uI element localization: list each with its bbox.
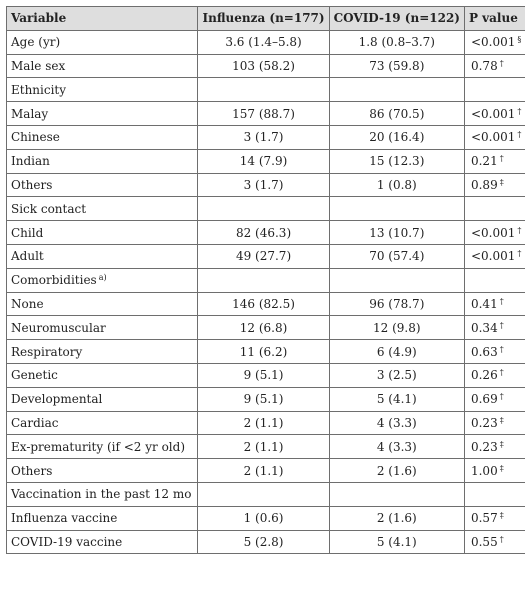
influenza-cell: 2 (1.1): [198, 411, 329, 435]
p-value-footnote: †: [499, 58, 504, 68]
table-row: [7, 102, 525, 126]
variable-label: Indian: [11, 154, 50, 169]
influenza-cell: 14 (7.9): [198, 149, 329, 173]
p-value: 0.78: [470, 58, 498, 73]
influenza-cell: 146 (82.5): [198, 292, 329, 316]
variable-label: Ex-prematurity (if <2 yr old): [11, 439, 185, 454]
covid-cell: 4 (3.3): [329, 435, 464, 459]
table-row: [7, 387, 525, 411]
table-row: [7, 244, 525, 268]
p-value-footnote: ‡: [499, 463, 504, 473]
variable-label: Ethnicity: [11, 82, 67, 97]
table-row: [7, 125, 525, 149]
p-value-cell: [464, 387, 525, 411]
header-covid: COVID-19 (n=122): [329, 7, 464, 31]
covid-cell: 12 (9.8): [329, 316, 464, 340]
variable-label: Vaccination in the past 12 mo: [11, 487, 192, 502]
influenza-cell: 3 (1.7): [198, 173, 329, 197]
influenza-cell: 11 (6.2): [198, 340, 329, 364]
comparison-table: [6, 6, 525, 554]
variable-cell: [7, 125, 198, 149]
variable-cell: [7, 482, 198, 506]
table-row: [7, 197, 525, 221]
covid-cell: 4 (3.3): [329, 411, 464, 435]
variable-cell: [7, 340, 198, 364]
p-value-footnote: †: [517, 130, 522, 140]
variable-cell: [7, 221, 198, 245]
covid-cell: 73 (59.8): [329, 54, 464, 78]
p-value: 1.00: [470, 463, 498, 478]
variable-cell: [7, 149, 198, 173]
variable-label: Others: [11, 177, 53, 192]
p-value-cell: [464, 149, 525, 173]
p-value-cell: [464, 54, 525, 78]
variable-cell: [7, 363, 198, 387]
covid-cell: [329, 482, 464, 506]
p-value-cell: [464, 78, 525, 102]
influenza-cell: 2 (1.1): [198, 459, 329, 483]
p-value: <0.001: [470, 225, 516, 240]
influenza-cell: [198, 268, 329, 292]
covid-cell: 13 (10.7): [329, 221, 464, 245]
variable-cell: [7, 292, 198, 316]
covid-cell: 1 (0.8): [329, 173, 464, 197]
p-value-footnote: †: [499, 534, 504, 544]
p-value-cell: [464, 197, 525, 221]
table-row: [7, 459, 525, 483]
variable-cell: [7, 459, 198, 483]
p-value-footnote: †: [517, 225, 522, 235]
table-row: [7, 340, 525, 364]
influenza-cell: 49 (27.7): [198, 244, 329, 268]
p-value-footnote: †: [499, 368, 504, 378]
variable-cell: [7, 54, 198, 78]
p-value-footnote: ‡: [499, 511, 504, 521]
variable-cell: [7, 387, 198, 411]
variable-label: Adult: [11, 249, 44, 264]
header-influenza: Influenza (n=177): [198, 7, 329, 31]
influenza-cell: 12 (6.8): [198, 316, 329, 340]
variable-label: Respiratory: [11, 344, 83, 359]
variable-label: Comorbidities: [11, 273, 97, 288]
influenza-cell: 103 (58.2): [198, 54, 329, 78]
p-value: <0.001: [470, 130, 516, 145]
variable-label: None: [11, 296, 44, 311]
p-value-cell: [464, 363, 525, 387]
covid-cell: [329, 268, 464, 292]
covid-cell: 20 (16.4): [329, 125, 464, 149]
p-value-cell: [464, 244, 525, 268]
p-value-footnote: †: [499, 154, 504, 164]
variable-cell: [7, 411, 198, 435]
variable-cell: [7, 244, 198, 268]
influenza-cell: [198, 78, 329, 102]
table-row: [7, 411, 525, 435]
covid-cell: 3 (2.5): [329, 363, 464, 387]
variable-label: Cardiac: [11, 415, 59, 430]
p-value-cell: [464, 411, 525, 435]
p-value-footnote: §: [517, 35, 522, 45]
variable-cell: [7, 173, 198, 197]
table-row: [7, 530, 525, 554]
influenza-cell: 9 (5.1): [198, 363, 329, 387]
variable-cell: [7, 530, 198, 554]
variable-label: Neuromuscular: [11, 320, 106, 335]
variable-label: Developmental: [11, 392, 103, 407]
p-value-footnote: ‡: [499, 177, 504, 187]
table-row: [7, 363, 525, 387]
p-value: 0.26: [470, 368, 498, 383]
p-value-cell: [464, 316, 525, 340]
variable-label: Age (yr): [11, 35, 61, 50]
header-variable: Variable: [7, 7, 198, 31]
p-value: 0.69: [470, 392, 498, 407]
covid-cell: 6 (4.9): [329, 340, 464, 364]
variable-label: Malay: [11, 106, 49, 121]
covid-cell: 86 (70.5): [329, 102, 464, 126]
influenza-cell: 5 (2.8): [198, 530, 329, 554]
influenza-cell: 9 (5.1): [198, 387, 329, 411]
p-value-footnote: †: [499, 344, 504, 354]
p-value: 0.55: [470, 534, 498, 549]
p-value-cell: [464, 102, 525, 126]
table-row: [7, 78, 525, 102]
covid-cell: 5 (4.1): [329, 530, 464, 554]
p-value: <0.001: [470, 249, 516, 264]
covid-cell: 70 (57.4): [329, 244, 464, 268]
p-value: 0.34: [470, 320, 498, 335]
p-value-cell: [464, 173, 525, 197]
covid-cell: 5 (4.1): [329, 387, 464, 411]
variable-cell: [7, 102, 198, 126]
variable-label: Chinese: [11, 130, 60, 145]
table-row: [7, 221, 525, 245]
table-row: [7, 482, 525, 506]
influenza-cell: [198, 197, 329, 221]
variable-label: Male sex: [11, 58, 66, 73]
p-value-cell: [464, 435, 525, 459]
p-value: 0.41: [470, 296, 498, 311]
variable-cell: [7, 268, 198, 292]
variable-cell: [7, 197, 198, 221]
variable-label: Child: [11, 225, 44, 240]
p-value-cell: [464, 125, 525, 149]
p-value: 0.23: [470, 415, 498, 430]
p-value-footnote: †: [499, 392, 504, 402]
table-row: [7, 149, 525, 173]
variable-label: COVID-19 vaccine: [11, 534, 123, 549]
p-value-cell: [464, 530, 525, 554]
table-row: [7, 30, 525, 54]
table-container: [6, 6, 525, 554]
influenza-cell: 3.6 (1.4–5.8): [198, 30, 329, 54]
influenza-cell: 157 (88.7): [198, 102, 329, 126]
influenza-cell: [198, 482, 329, 506]
table-row: [7, 316, 525, 340]
p-value: 0.89: [470, 177, 498, 192]
p-value-cell: [464, 292, 525, 316]
variable-label: Genetic: [11, 368, 58, 383]
p-value: 0.23: [470, 439, 498, 454]
covid-cell: [329, 78, 464, 102]
influenza-cell: 3 (1.7): [198, 125, 329, 149]
p-value: <0.001: [470, 106, 516, 121]
p-value-cell: [464, 268, 525, 292]
covid-cell: 1.8 (0.8–3.7): [329, 30, 464, 54]
p-value-footnote: ‡: [499, 439, 504, 449]
table-row: [7, 292, 525, 316]
table-body: [7, 30, 525, 554]
influenza-cell: 1 (0.6): [198, 506, 329, 530]
covid-cell: [329, 197, 464, 221]
influenza-cell: 2 (1.1): [198, 435, 329, 459]
variable-label: Influenza vaccine: [11, 511, 118, 526]
p-value-cell: [464, 506, 525, 530]
table-row: [7, 506, 525, 530]
p-value-footnote: ‡: [499, 415, 504, 425]
variable-label: Others: [11, 463, 53, 478]
influenza-cell: 82 (46.3): [198, 221, 329, 245]
p-value: 0.63: [470, 344, 498, 359]
p-value-cell: [464, 30, 525, 54]
p-value: 0.21: [470, 154, 498, 169]
variable-label: Sick contact: [11, 201, 87, 216]
p-value-footnote: †: [517, 106, 522, 116]
p-value: 0.57: [470, 511, 498, 526]
variable-cell: [7, 435, 198, 459]
variable-cell: [7, 78, 198, 102]
p-value-cell: [464, 459, 525, 483]
table-row: [7, 54, 525, 78]
p-value-cell: [464, 340, 525, 364]
p-value-cell: [464, 221, 525, 245]
p-value-cell: [464, 482, 525, 506]
p-value: <0.001: [470, 35, 516, 50]
p-value-footnote: †: [499, 320, 504, 330]
covid-cell: 15 (12.3): [329, 149, 464, 173]
covid-cell: 2 (1.6): [329, 506, 464, 530]
variable-cell: [7, 316, 198, 340]
variable-cell: [7, 506, 198, 530]
variable-footnote: a): [98, 273, 107, 283]
covid-cell: 96 (78.7): [329, 292, 464, 316]
table-row: [7, 268, 525, 292]
p-value-footnote: †: [517, 249, 522, 259]
table-row: [7, 173, 525, 197]
covid-cell: 2 (1.6): [329, 459, 464, 483]
variable-cell: [7, 30, 198, 54]
table-row: [7, 435, 525, 459]
header-p-value: P value: [464, 7, 525, 31]
p-value-footnote: †: [499, 296, 504, 306]
header-row: [7, 7, 525, 31]
